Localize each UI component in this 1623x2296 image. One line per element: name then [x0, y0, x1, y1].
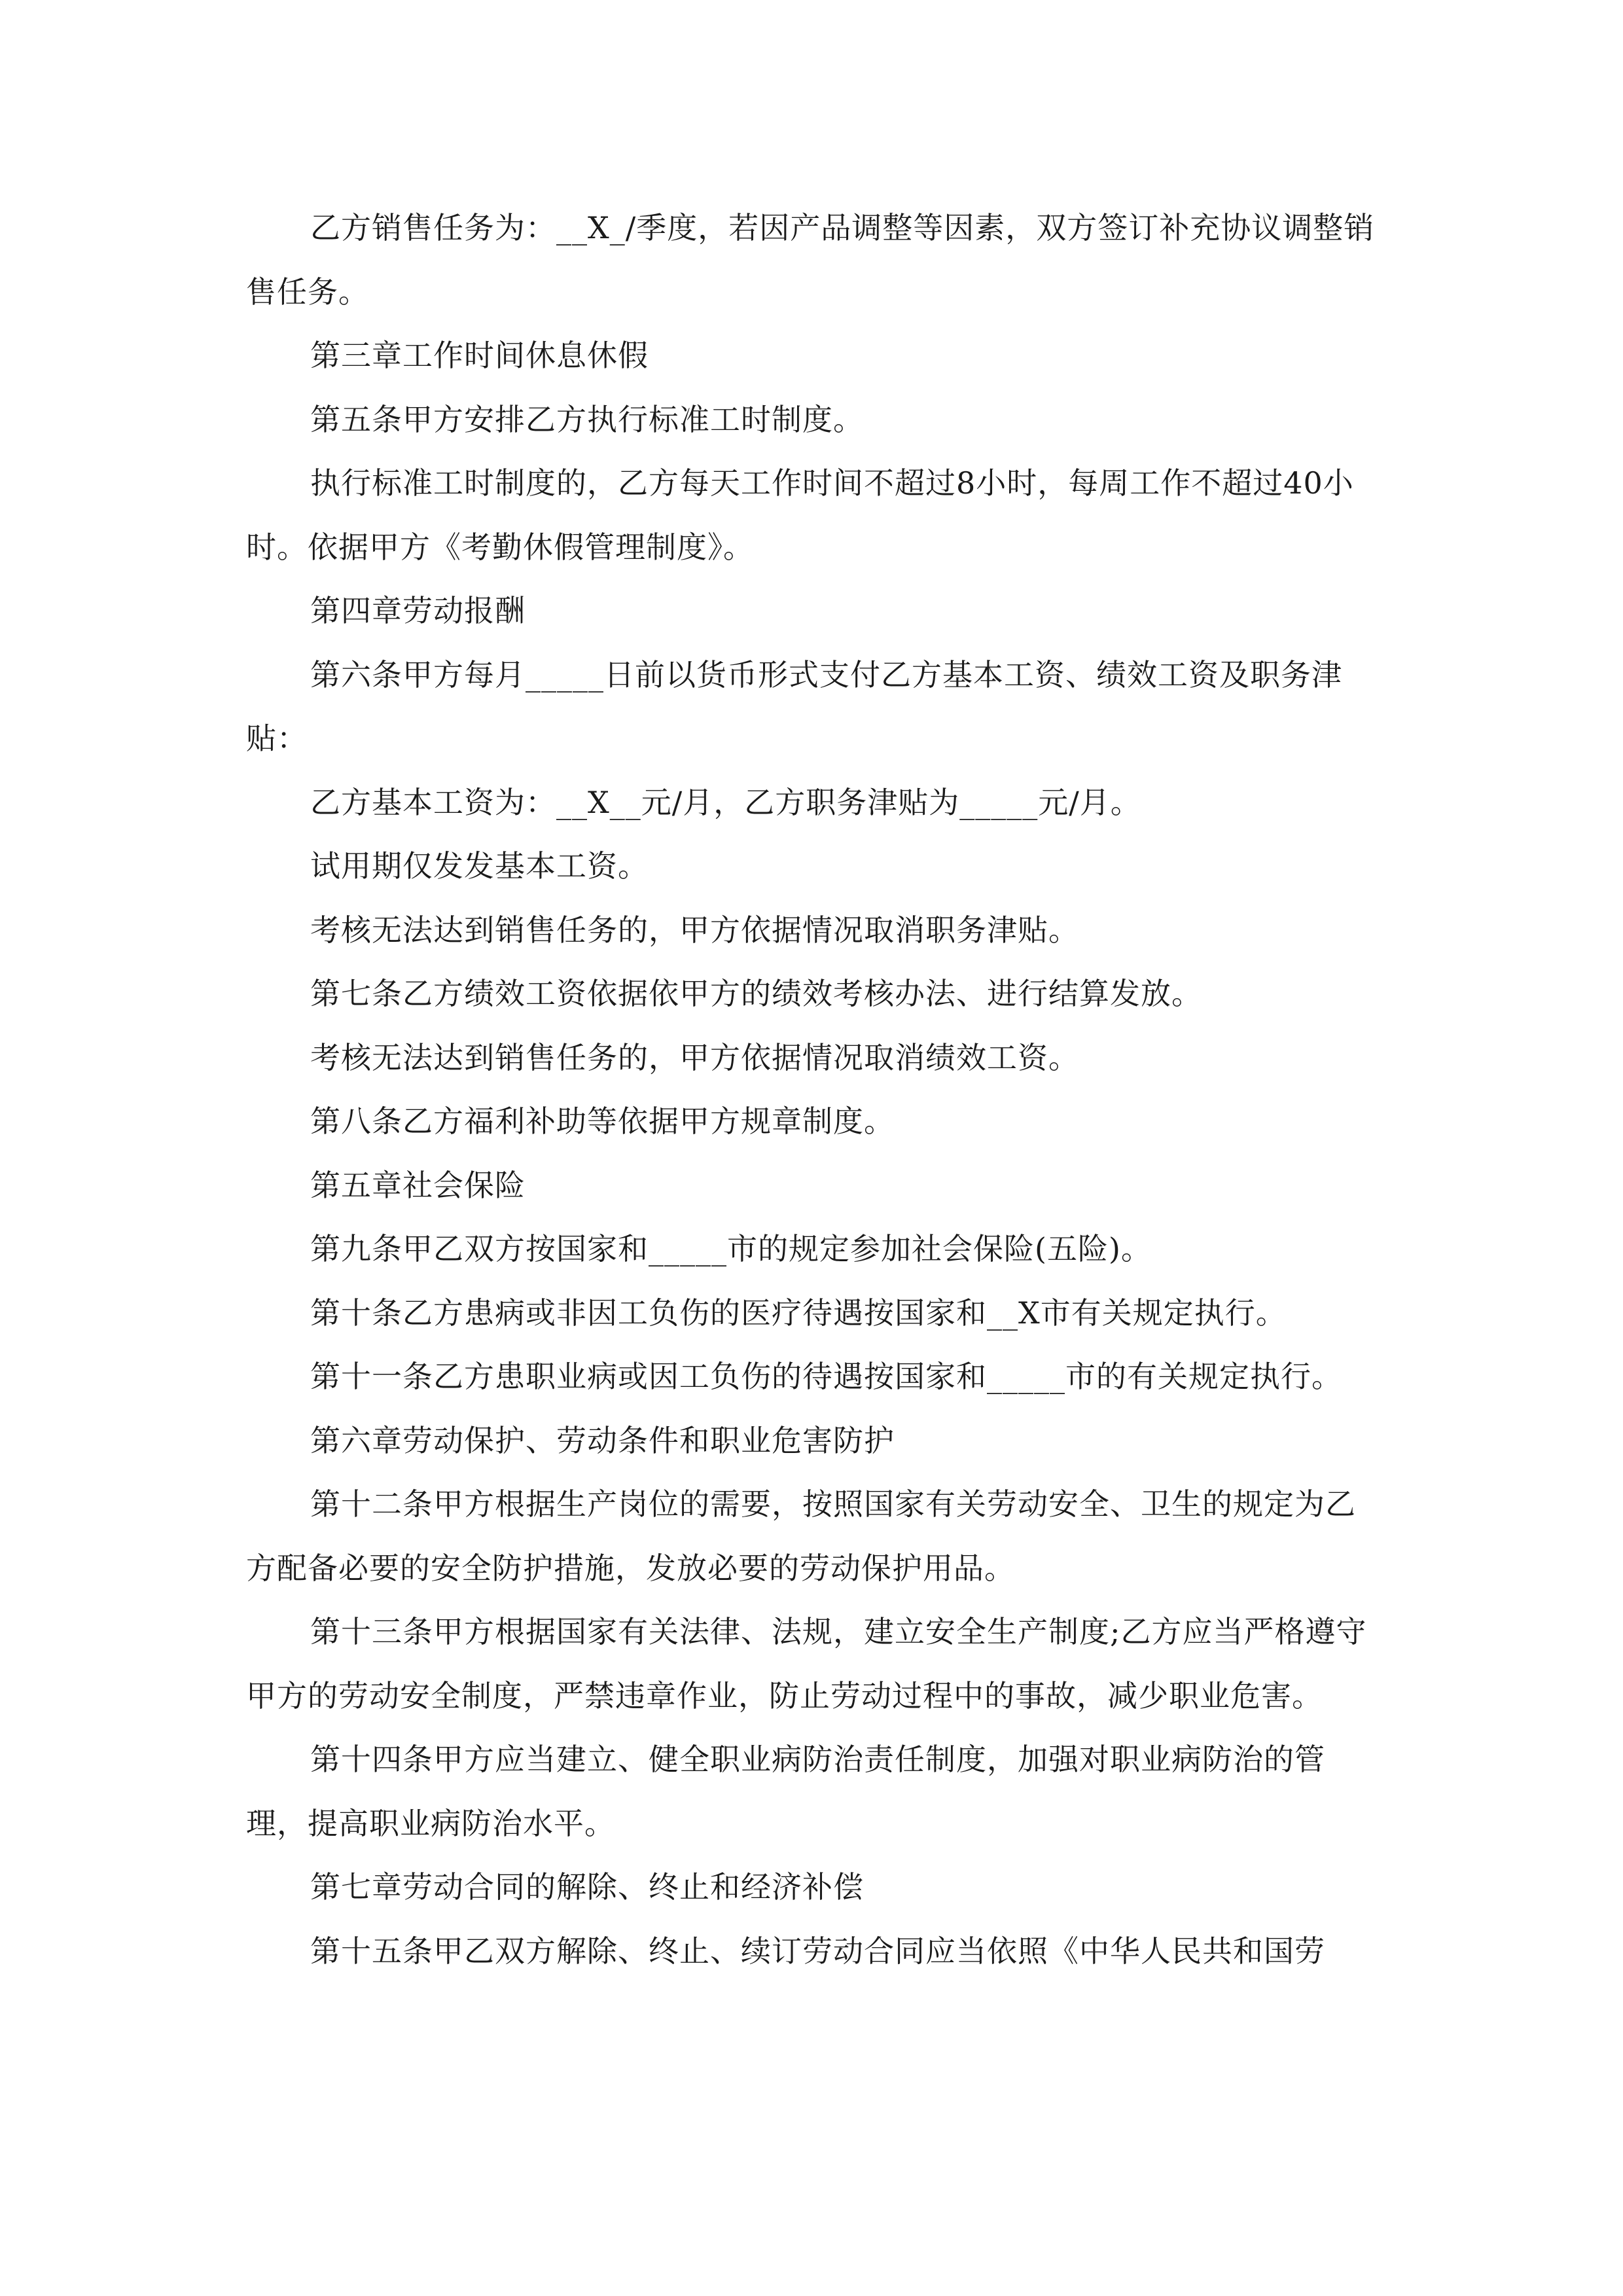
chapter-4-heading: 第四章劳动报酬: [310, 593, 526, 628]
allowance-cancel-clause: 考核无法达到销售任务的，甲方依据情况取消职务津贴。: [310, 912, 1079, 948]
sales-task-clause: 乙方销售任务为：__X_/季度，若因产品调整等因素，双方签订补充协议调整销售任务。: [246, 210, 1375, 310]
article-11: 第十一条乙方患职业病或因工负伤的待遇按国家和_____市的有关规定执行。: [310, 1359, 1342, 1394]
performance-cancel-clause: 考核无法达到销售任务的，甲方依据情况取消绩效工资。: [310, 1039, 1079, 1075]
article-14: 第十四条甲方应当建立、健全职业病防治责任制度，加强对职业病防治的管理，提高职业病防治水平。: [246, 1742, 1325, 1841]
chapter-6-heading: 第六章劳动保护、劳动条件和职业危害防护: [310, 1422, 895, 1458]
article-6: 第六条甲方每月_____日前以货币形式支付乙方基本工资、绩效工资及职务津贴：: [246, 656, 1342, 756]
article-15: 第十五条甲乙双方解除、终止、续订劳动合同应当依照《中华人民共和国劳: [310, 1933, 1325, 1969]
base-salary-clause: 乙方基本工资为：__X__元/月，乙方职务津贴为_____元/月。: [310, 784, 1141, 820]
working-hours-clause: 执行标准工时制度的，乙方每天工作时间不超过8小时，每周工作不超过40小时。依据甲方《考勤休假管理制度》。: [246, 465, 1354, 565]
chapter-7-heading: 第七章劳动合同的解除、终止和经济补偿: [310, 1869, 864, 1905]
article-5: 第五条甲方安排乙方执行标准工时制度。: [310, 401, 864, 437]
probation-pay-clause: 试用期仅发发基本工资。: [310, 848, 649, 884]
article-8: 第八条乙方福利补助等依据甲方规章制度。: [310, 1103, 895, 1139]
chapter-3-heading: 第三章工作时间休息休假: [310, 338, 649, 373]
article-9: 第九条甲乙双方按国家和_____市的规定参加社会保险(五险)。: [310, 1231, 1152, 1266]
chapter-5-heading: 第五章社会保险: [310, 1167, 526, 1203]
article-10: 第十条乙方患病或非因工负伤的医疗待遇按国家和__X市有关规定执行。: [310, 1295, 1287, 1331]
document-body: [246, 196, 1377, 1983]
article-13: 第十三条甲方根据国家有关法律、法规，建立安全生产制度;乙方应当严格遵守甲方的劳动安全制度，严禁违章作业，防止劳动过程中的事故，减少职业危害。: [246, 1614, 1367, 1713]
article-12: 第十二条甲方根据生产岗位的需要，按照国家有关劳动安全、卫生的规定为乙方配备必要的安全防护措施，发放必要的劳动保护用品。: [246, 1486, 1356, 1586]
article-7: 第七条乙方绩效工资依据依甲方的绩效考核办法、进行结算发放。: [310, 976, 1202, 1011]
